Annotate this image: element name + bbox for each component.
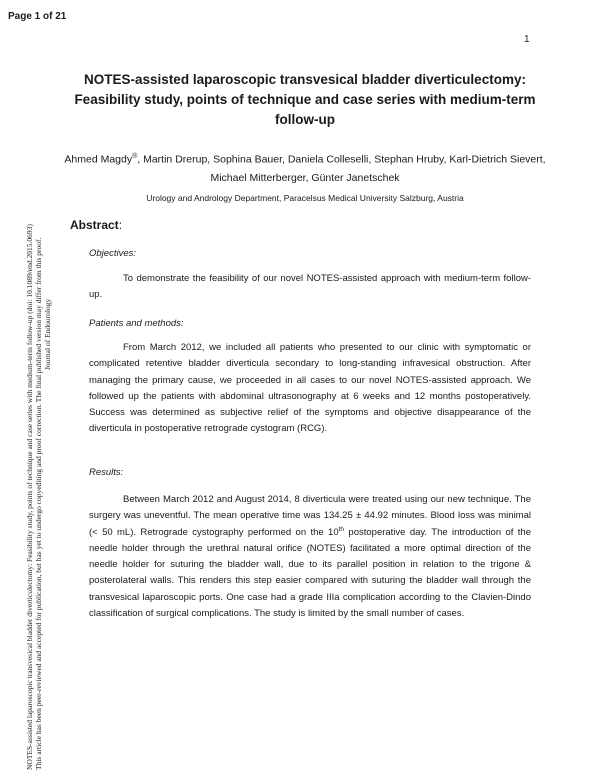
methods-paragraph (89, 340, 531, 438)
first-author: Ahmed Magdy (64, 153, 133, 166)
results-text (89, 492, 531, 622)
corresponding-author-mark: ® (132, 153, 138, 160)
affiliation: Urology and Andrology Department, Paracelsus Medical University Salzburg, Austria (146, 193, 464, 203)
objectives-label: Objectives: (89, 248, 136, 259)
results-paragraph (89, 492, 531, 622)
sidebar-text (25, 224, 52, 770)
results-text-a: Between March 2012 and August 2014, 8 diverticula were treated using our new technique. The surgery was uneventful. The mean operative time was 134.25 ± 44.92 minutes. Blood loss was minimal (< 50 mL). Retrograde cystography performed on the 10 (89, 494, 531, 538)
abstract-heading-colon: : (118, 218, 123, 232)
objectives-text: To demonstrate the feasibility of our novel NOTES-assisted approach with medium-term follow-up. (89, 273, 531, 301)
methods-text: From March 2012, we included all patients who presented to our clinic with symptomatic or complicated retentive bladder diverticula secondary to long-standing infravesical obstruction. After managing the primary cause, we proceeded in all cases to our novel NOTES-assisted approach. We followed up the patients with abdominal ultrasonography at 6 weeks and 12 months postoperatively. Success was determined as subjective relief of the symptoms and objective disappearance of the diverticula in postoperative retrograde cystogram (RCG). (89, 342, 531, 435)
sidebar-line-2: This article has been peer-reviewed and accepted for publication, but has yet to undergo copyediting and proof correction. The final published version may differ from this proof. (34, 237, 43, 770)
abstract-heading (70, 218, 122, 232)
results-label: Results: (89, 467, 124, 478)
other-authors: , Martin Drerup, Sophina Bauer, Daniela Colleselli, Stephan Hruby, Karl-Dietrich Sievert, Michael Mitterberger, Günter Janetschek (137, 153, 546, 184)
results-text-b: postoperative day. The introduction of the needle holder through the urethral natural orifice (NOTES) facilitated a more optimal direction of the needle holder for suturing the bladder wall, due to its parallel position in relation to the trigone & posterolateral walls. This renders this step easier compared with suturing the bladder wall through the transvesical laparoscopic ports. One case had a grade IIIa complication according to the Clavien-Dindo classification of surgical complications. The study is limited by the small number of cases. (89, 526, 531, 620)
sidebar-line-1: NOTES-assisted laparoscopic transvesical bladder diverticulectomy: Feasibility study, points of technique and case series with medium-term follow-up (doi: 10.1089/end.2015.0693) (25, 224, 34, 770)
paper-title: NOTES-assisted laparoscopic transvesical bladder diverticulectomy: Feasibility study, points of technique and case series with medium-term follow-up (74, 72, 536, 127)
results-ordinal: th (338, 525, 345, 533)
objectives-paragraph (89, 271, 531, 304)
page-number: 1 (524, 34, 530, 45)
methods-label: Patients and methods: (89, 318, 184, 329)
page-label: Page 1 of 21 (8, 11, 67, 22)
sidebar-journal: Journal of Endourology (43, 298, 52, 370)
abstract-heading-text: Abstract (70, 218, 119, 232)
author-list (62, 148, 548, 187)
